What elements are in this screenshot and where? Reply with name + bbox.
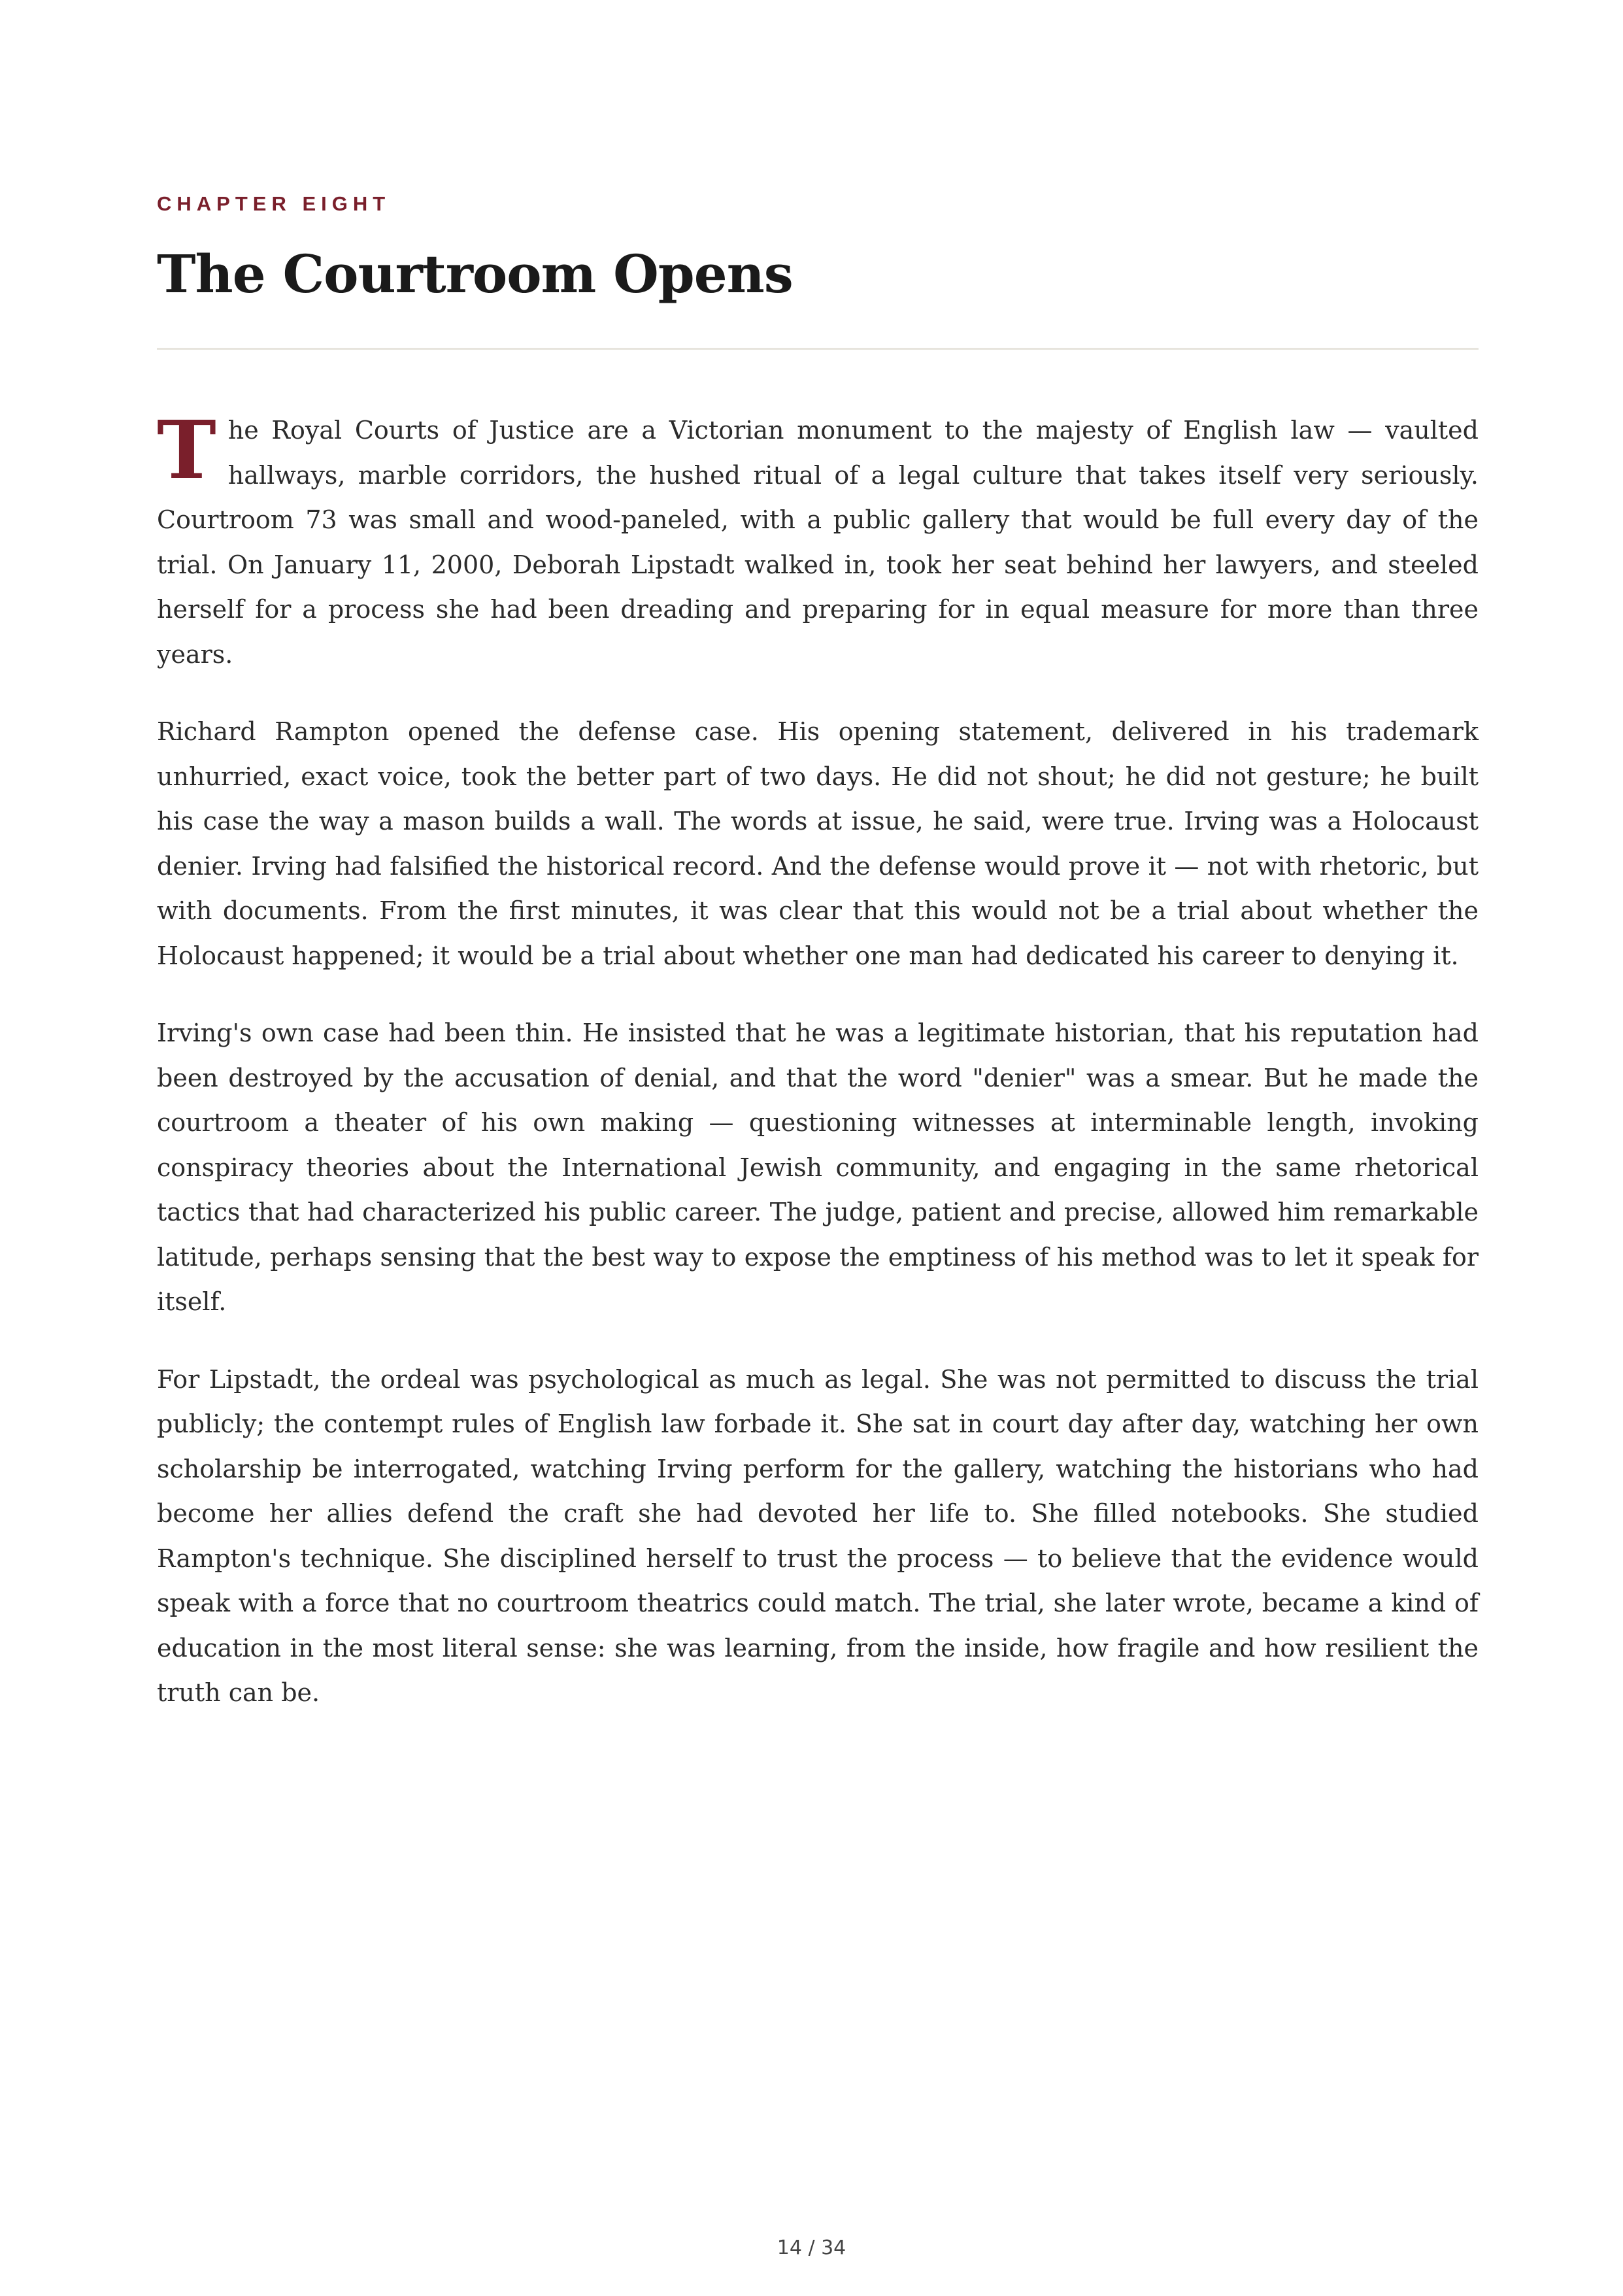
- chapter-title: The Courtroom Opens: [157, 243, 793, 305]
- drop-cap: T: [157, 403, 216, 497]
- chapter-body: [157, 403, 1479, 1748]
- paragraph-4: For Lipstadt, the ordeal was psychological as much as legal. She was not permitted to discuss the trial publicly; the contempt rules of English law forbade it. She sat in court day after day, watching her own scholarship be interrogated, watching Irving perform for the gallery, watching the historians who had become her allies defend the craft she had devoted her life to. She filled notebooks. She studied Rampton's technique. She disciplined herself to trust the process — to believe that the evidence would speak with a force that no courtroom theatrics could match. The trial, she later wrote, became a kind of education in the most literal sense: she was learning, from the inside, how fragile and how resilient the truth can be.: [157, 1364, 1479, 1707]
- paragraph-1-text: he Royal Courts of Justice are a Victorian monument to the majesty of English law — vaulted hallways, marble corridors, the hushed ritual of a legal culture that takes itself very seriously. Courtroom 73 was small and wood-paneled, with a public gallery that would be full every day of the trial. On January 11, 2000, Deborah Lipstadt walked in, took her seat behind her lawyers, and steeled herself for a process she had been dreading and preparing for in equal measure for more than three years.: [157, 416, 1479, 669]
- paragraph-1: [157, 403, 1479, 677]
- paragraph-2: Richard Rampton opened the defense case. His opening statement, delivered in his trademark unhurried, exact voice, took the better part of two days. He did not shout; he did not gesture; he built his case the way a mason builds a wall. The words at issue, he said, were true. Irving was a Holocaust denier. Irving had falsified the historical record. And the defense would prove it — not with rhetoric, but with documents. From the first minutes, it was clear that this would not be a trial about whether the Holocaust happened; it would be a trial about whether one man had dedicated his career to denying it.: [157, 717, 1479, 970]
- paragraph-3: Irving's own case had been thin. He insisted that he was a legitimate historian, that his reputation had been destroyed by the accusation of denial, and that the word "denier" was a smear. But he made the courtroom a theater of his own making — questioning witnesses at interminable length, invoking conspiracy theories about the International Jewish community, and engaging in the same rhetorical tactics that had characterized his public career. The judge, patient and precise, allowed him remarkable latitude, perhaps sensing that the best way to expose the emptiness of his method was to let it speak for itself.: [157, 1019, 1479, 1316]
- chapter-kicker: CHAPTER EIGHT: [157, 192, 391, 215]
- title-divider: [157, 348, 1479, 350]
- page-number: 14 / 34: [777, 2237, 846, 2259]
